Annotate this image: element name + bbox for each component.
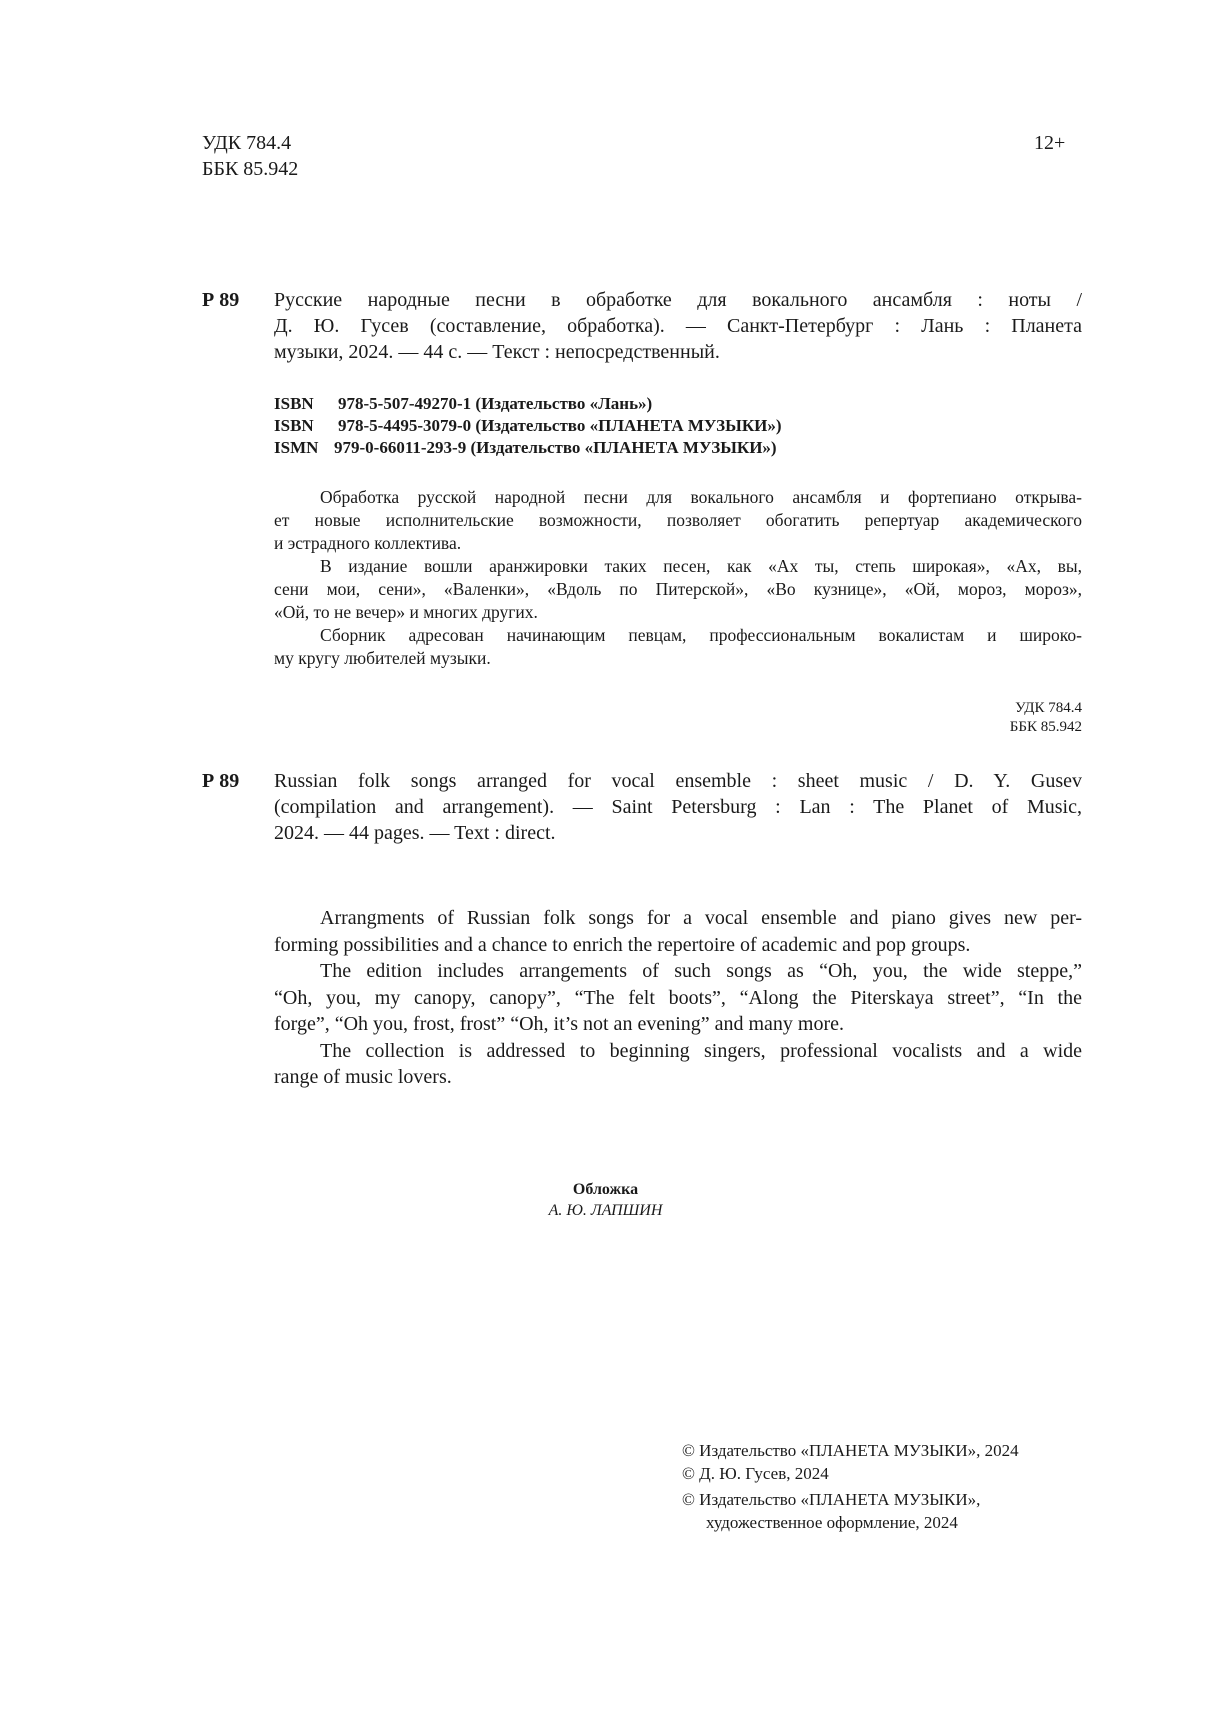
annotation-line: “Oh, you, my canopy, canopy”, “The felt boots”, “Along the Piterskaya street”, “In the (274, 986, 1082, 1009)
record-line: (compilation and arrangement). — Saint Petersburg : Lan : The Planet of Music, (274, 796, 1082, 818)
annotation-line: Сборник адресован начинающим певцам, профессиональным вокалистам и широко- (320, 625, 1082, 645)
cover-heading: Обложка (572, 1181, 639, 1198)
annotation-line: range of music lovers. (274, 1066, 452, 1088)
age-rating: 12+ (1034, 132, 1066, 154)
identifier-publisher: (Издательство «ПЛАНЕТА МУЗЫКИ») (470, 438, 777, 457)
annotation-line: The edition includes arrangements of such songs as “Oh, you, the wide steppe,” (320, 960, 1082, 982)
annotation-line: Обработка русской народной песни для вокального ансамбля и фортепиано открыва- (320, 487, 1082, 507)
identifier-publisher: (Издательство «Лань») (475, 394, 653, 413)
identifier-list (274, 393, 782, 459)
record-line: Русские народные песни в обработке для вокального ансамбля : ноты / (274, 289, 1082, 311)
identifier-number: 978-5-4495-3079-0 (338, 416, 472, 435)
bibliographic-record-en (274, 768, 1082, 846)
identifier-kind: ISBN (274, 416, 314, 435)
copyright-line: © Д. Ю. Гусев, 2024 (682, 1464, 829, 1483)
copyright-block (682, 1439, 1019, 1534)
bbk-code: ББК 85.942 (202, 158, 299, 180)
cover-artist: А. Ю. ЛАПШИН (548, 1202, 663, 1219)
identifier-row (274, 437, 782, 459)
annotation-line: forming possibilities and a chance to enrich the repertoire of academic and pop groups. (274, 933, 971, 956)
annotation-line: и эстрадного коллектива. (274, 533, 462, 553)
annotation-line: В издание вошли аранжировки таких песен, как «Ах ты, степь широкая», «Ах, вы, (320, 556, 1082, 576)
identifier-publisher: (Издательство «ПЛАНЕТА МУЗЫКИ») (475, 416, 782, 435)
annotation-line: forge”, “Oh you, frost, frost” “Oh, it’s not an evening” and many more. (274, 1013, 845, 1035)
annotation-line: The collection is addressed to beginning singers, professional vocalists and a wide (320, 1039, 1082, 1062)
annotation-ru (274, 486, 1082, 670)
record-line: 2024. — 44 pages. — Text : direct. (274, 822, 556, 844)
copyright-line: © Издательство «ПЛАНЕТА МУЗЫКИ», 2024 (682, 1441, 1019, 1460)
annotation-line: Arrangments of Russian folk songs for a vocal ensemble and piano gives new per- (320, 907, 1082, 929)
identifier-number: 979-0-66011-293-9 (334, 438, 467, 457)
record-line: музыки, 2024. — 44 с. — Текст : непосредственный. (274, 341, 720, 363)
bbk-code: ББК 85.942 (1009, 719, 1082, 735)
classification-right (1010, 699, 1082, 737)
copyright-line: © Издательство «ПЛАНЕТА МУЗЫКИ», (682, 1490, 981, 1509)
annotation-line: ет новые исполнительские возможности, позволяет обогатить репертуар академического (274, 510, 1082, 530)
udk-code: УДК 784.4 (1015, 700, 1082, 716)
identifier-row (274, 393, 782, 415)
identifier-row (274, 415, 782, 437)
bibliographic-record-ru (274, 287, 1082, 365)
annotation-line: «Ой, то не вечер» и многих других. (274, 602, 538, 622)
copyright-line: художественное оформление, 2024 (706, 1513, 958, 1532)
annotation-en (274, 905, 1082, 1091)
annotation-line: сени мои, сени», «Валенки», «Вдоль по Питерской», «Во кузнице», «Ой, мороз, мороз», (274, 579, 1082, 599)
identifier-number: 978-5-507-49270-1 (338, 394, 472, 413)
annotation-line: му кругу любителей музыки. (274, 648, 491, 668)
cover-credit (0, 1179, 1211, 1221)
udk-code: УДК 784.4 (202, 132, 292, 154)
identifier-kind: ISBN (274, 394, 314, 413)
record-line: Д. Ю. Гусев (составление, обработка). — Санкт-Петербург : Лань : Планета (274, 315, 1082, 337)
record-line: Russian folk songs arranged for vocal ensemble : sheet music / D. Y. Gusev (274, 770, 1082, 792)
identifier-kind: ISMN (274, 438, 319, 457)
top-classification (202, 130, 298, 182)
author-mark-ru: Р 89 (202, 289, 240, 311)
author-mark-en: Р 89 (202, 770, 240, 792)
